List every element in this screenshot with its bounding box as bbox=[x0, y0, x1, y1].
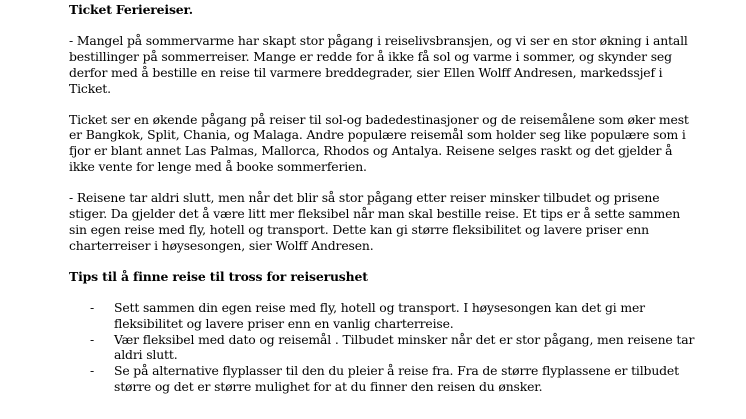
paragraph-destinations: Ticket ser en økende pågang på reiser til sol-og badedestinasjoner og de reisemålene som øker mest er Bangkok, Split, Chania, og Malaga. Andre populære reisemål som holder seg like populære som i fjor er blant annet Las Palmas, Mallorca, Rhodos og Antalya. Reisene selges raskt og det gjelder å ikke vente for lenge med å booke sommerferien. bbox=[69, 111, 689, 175]
list-item bbox=[69, 300, 699, 332]
list-item bbox=[69, 332, 699, 364]
tip-text: Sett sammen din egen reise med fly, hotell og transport. I høysesongen kan det gi mer fleksibilitet og lavere priser enn en vanlig charterreise. bbox=[114, 299, 645, 331]
tip-text: Vær fleksibel med dato og reisemål . Tilbudet minsker når det er stor pågang, men reisene tar aldri slutt. bbox=[114, 331, 695, 363]
paragraph-intro-quote: - Mangel på sommervarme har skapt stor pågang i reiselivsbransjen, og vi ser en stor økning i antall bestillinger på sommerreiser. Mange er redde for å ikke få sol og varme i sommer, og skynder seg derfor med å bestille en reise til varmere breddegrader, sier Ellen Wolff Andresen, markedssjef i Ticket. bbox=[69, 32, 688, 96]
list-bullet: - bbox=[90, 331, 95, 347]
paragraph-flexibility-quote: - Reisene tar aldri slutt, men når det blir så stor pågang etter reiser minsker tilbudet og prisene stiger. Da gjelder det å være litt mer fleksibel når man skal bestille reise. Et tips er å sette sammen sin egen reise med fly, hotell og transport. Dette kan gi større fleksibilitet og lavere priser enn charterreiser i høysesongen, sier Wolff Andresen. bbox=[69, 190, 681, 253]
tips-heading: Tips til å finne reise til tross for reiserushet bbox=[69, 268, 368, 284]
list-item bbox=[69, 363, 699, 395]
tip-text: Se på alternative flyplasser til den du pleier å reise fra. Fra de større flyplassene er tilbudet større og det er større mulighet for at du finner den reisen du ønsker. bbox=[114, 363, 679, 395]
tips-list bbox=[69, 300, 699, 395]
list-bullet: - bbox=[90, 363, 95, 379]
document-page bbox=[69, 0, 699, 395]
document-title: Ticket Feriereiser. bbox=[69, 2, 193, 17]
list-bullet: - bbox=[90, 299, 95, 315]
